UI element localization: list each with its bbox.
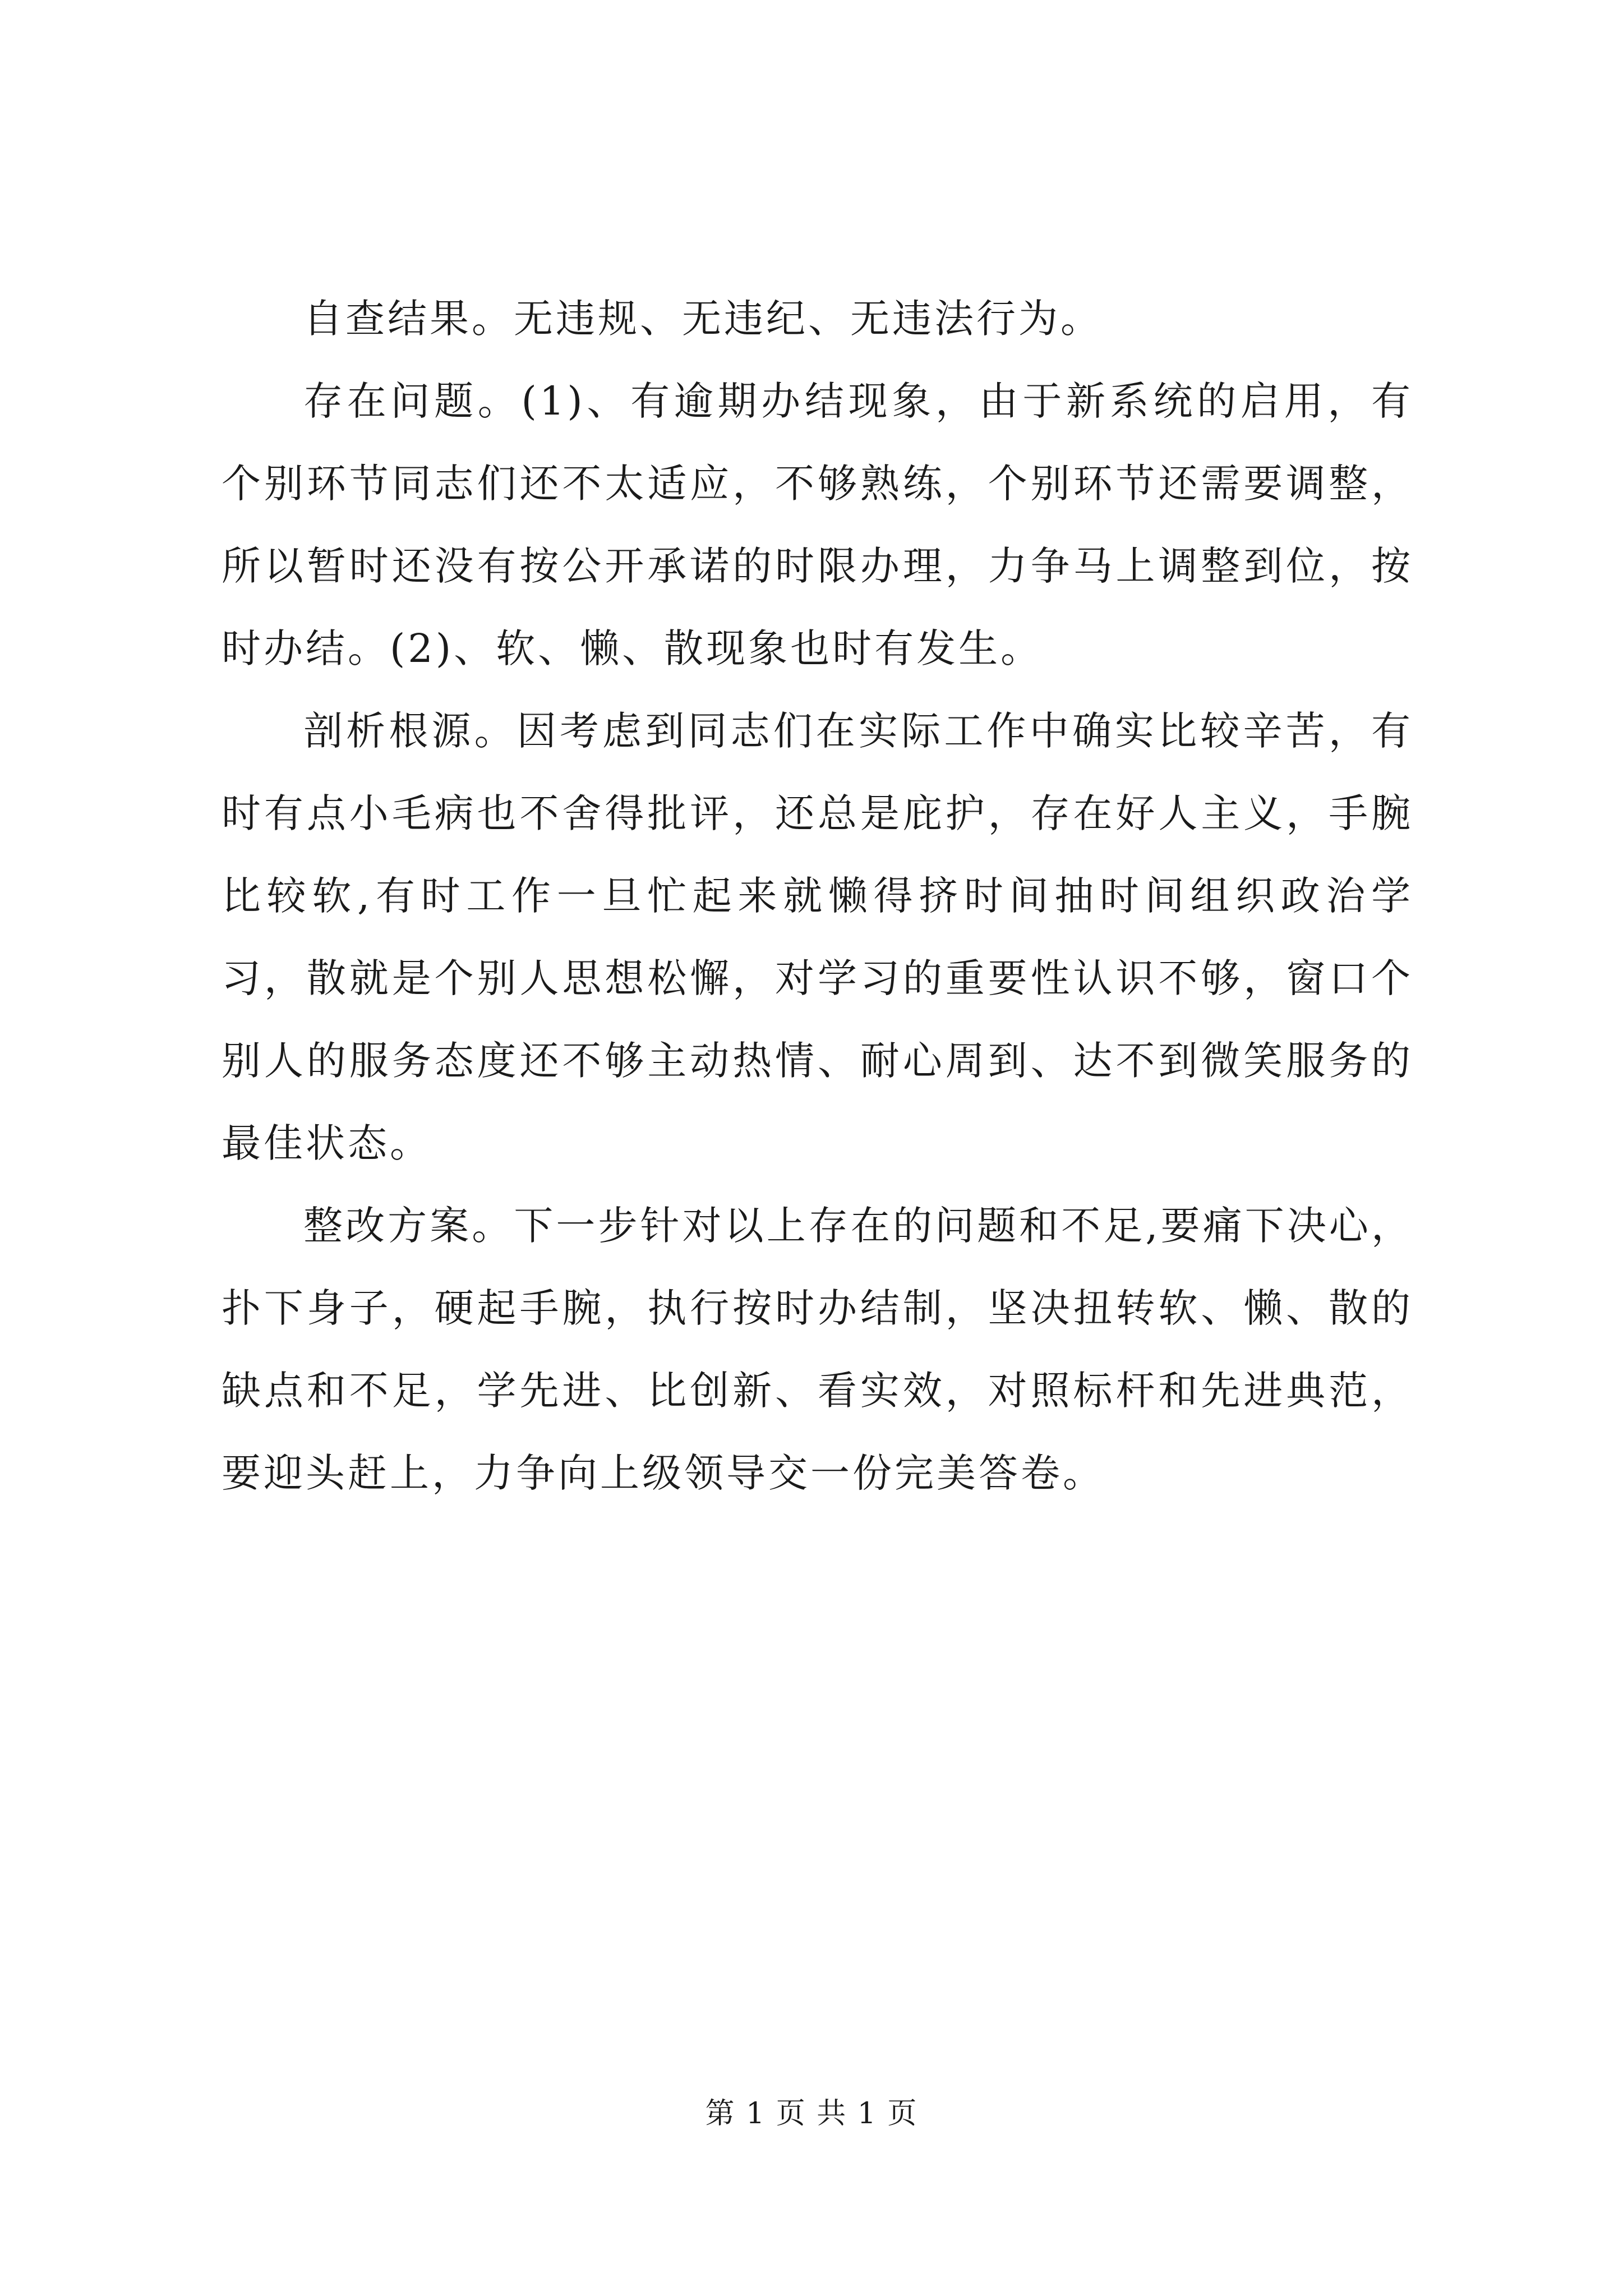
document-body	[222, 278, 1413, 1515]
paragraph-existing-problems: 存在问题。(1)、有逾期办结现象，由于新系统的启用，有个别环节同志们还不太适应，不够熟练，个别环节还需要调整，所以暂时还没有按公开承诺的时限办理，力争马上调整到位，按时办结。(2)、软、懒、散现象也时有发生。	[222, 378, 1413, 671]
paragraph-rectification-plan: 整改方案。下一步针对以上存在的问题和不足,要痛下决心，扑下身子，硬起手腕，执行按时办结制，坚决扭转软、懒、散的缺点和不足，学先进、比创新、看实效，对照标杆和先进典范，要迎头赶上，力争向上级领导交一份完美答卷。	[222, 1203, 1413, 1496]
paragraph-root-cause-analysis: 剖析根源。因考虑到同志们在实际工作中确实比较辛苦，有时有点小毛病也不舍得批评，还总是庇护，存在好人主义，手腕比较软,有时工作一旦忙起来就懒得挤时间抽时间组织政治学习，散就是个别人思想松懈，对学习的重要性认识不够，窗口个别人的服务态度还不够主动热情、耐心周到、达不到微笑服务的最佳状态。	[222, 708, 1413, 1166]
paragraph-self-check-result: 自查结果。无违规、无违纪、无违法行为。	[303, 296, 1103, 342]
page-number-footer: 第 1 页 共 1 页	[705, 2097, 918, 2131]
